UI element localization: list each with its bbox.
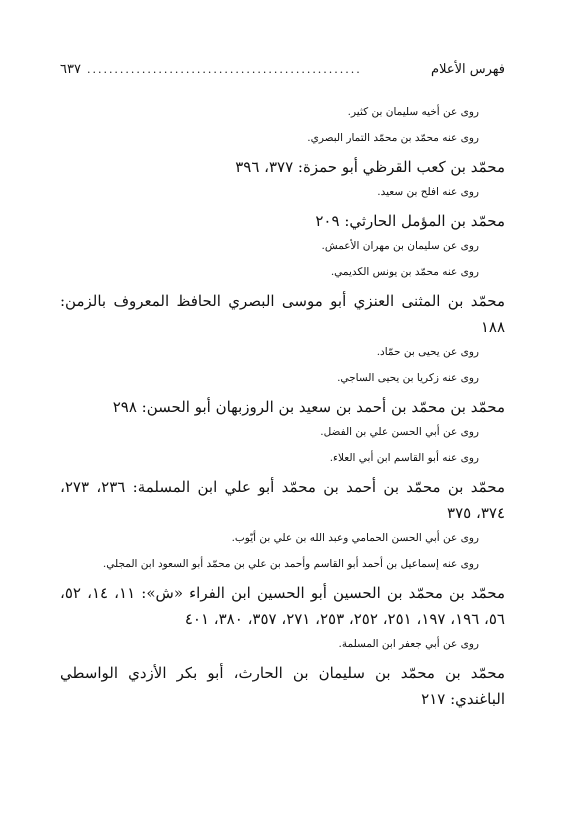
header-title: فهرس الأعلام — [431, 62, 505, 77]
page-number: ٦٣٧ — [60, 62, 81, 77]
narration-line: روى عن أبي الحسن الحمامي وعبد الله بن علي بن أيّوب. — [231, 532, 479, 544]
narration-line: روى عن سليمان بن مهران الأعمش. — [321, 240, 479, 252]
narration-line: روى عنه زكريا بن يحيى الساجي. — [337, 372, 479, 384]
narration-line: روى عنه محمّد بن يونس الكديمي. — [330, 266, 479, 278]
running-header — [60, 62, 505, 86]
index-entry: محمّد بن محمّد بن الحسين أبو الحسين ابن الفراء «ش»: ١١، ١٤، ٥٢، ٥٦، ١٩٦، ١٩٧، ٢٥١، ٢٥٢، ٢٥٣، ٢٧١، ٣٥٧، ٣٨٠، ٤٠١ — [60, 584, 506, 628]
index-entry: محمّد بن محمّد بن أحمد بن سعيد بن الروزبهان أبو الحسن: ٢٩٨ — [112, 398, 505, 416]
narration-line: روى عنه افلح بن سعيد. — [377, 186, 479, 198]
narration-line: روى عنه إسماعيل بن أحمد أبو القاسم وأحمد بن علي بن محمّد أبو السعود ابن المجلي. — [102, 558, 479, 570]
narration-line: روى عن يحيى بن حمّاد. — [376, 346, 479, 358]
index-entry: محمّد بن محمّد بن أحمد بن محمّد أبو علي ابن المسلمة: ٢٣٦، ٢٧٣، ٣٧٤، ٣٧٥ — [60, 478, 506, 522]
index-entry: محمّد بن كعب القرظي أبو حمزة: ٣٧٧، ٣٩٦ — [235, 158, 505, 176]
header-leader-dots: .................................................. — [86, 63, 362, 76]
narration-line: روى عنه أبو القاسم ابن أبي العلاء. — [329, 452, 479, 464]
index-entry: محمّد بن المثنى العنزي أبو موسى البصري الحافظ المعروف بالزمن: ١٨٨ — [60, 292, 505, 336]
index-entry: محمّد بن محمّد بن سليمان بن الحارث، أبو بكر الأزدي الواسطي الباغندي: ٢١٧ — [60, 664, 505, 708]
index-body — [60, 100, 505, 714]
index-entry: محمّد بن المؤمل الحارثي: ٢٠٩ — [315, 212, 505, 230]
narration-line: روى عن أخيه سليمان بن كثير. — [347, 106, 479, 118]
narration-line: روى عن أبي الحسن علي بن الفضل. — [320, 426, 479, 438]
narration-line: روى عنه محمّد بن محمّد التمار البصري. — [307, 132, 479, 144]
narration-line: روى عن أبي جعفر ابن المسلمة. — [338, 638, 479, 650]
